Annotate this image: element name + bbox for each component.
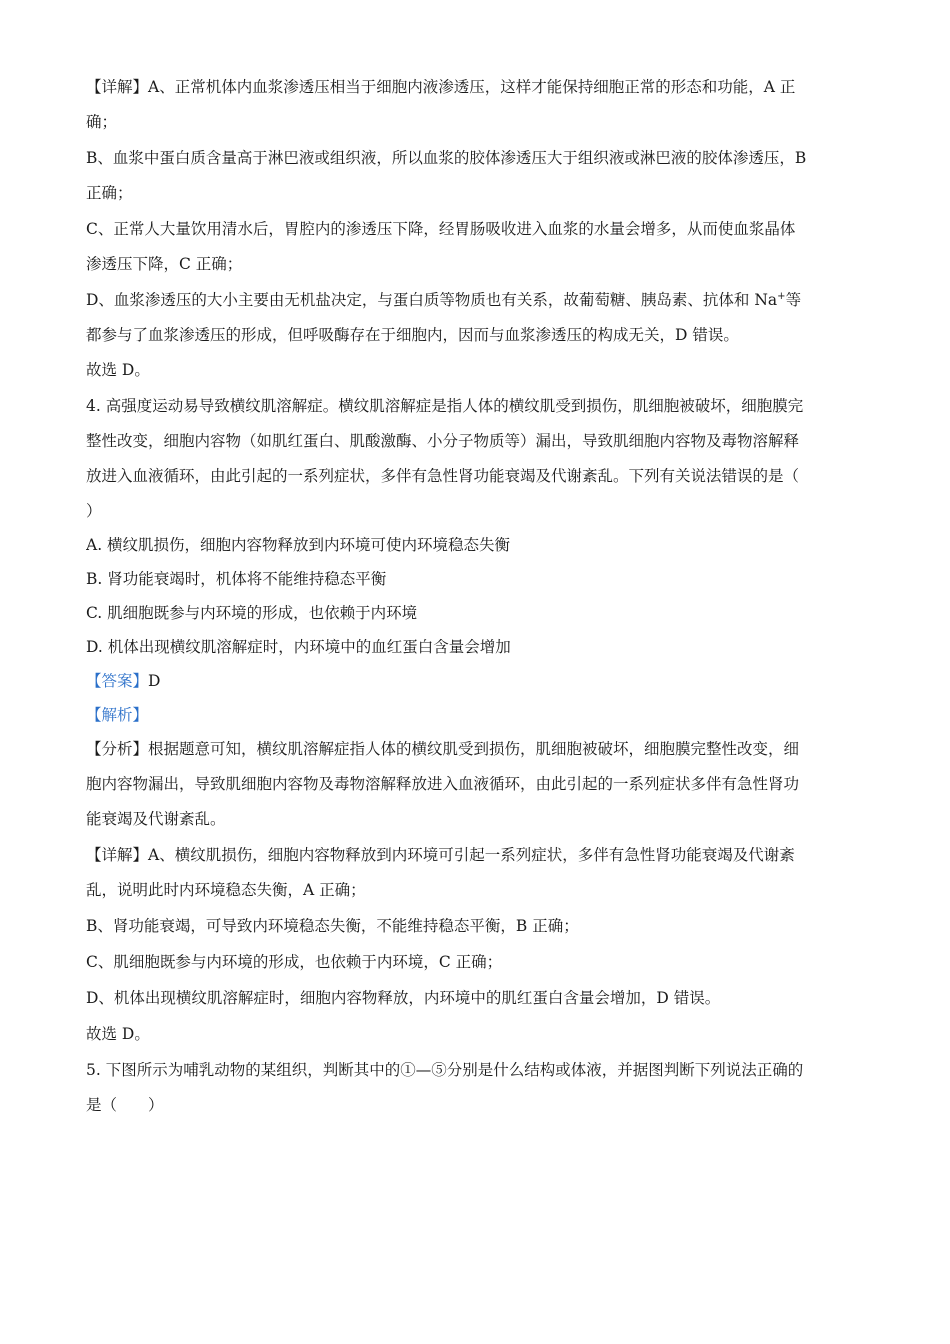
q4-option-a: A. 横纹肌损伤，细胞内容物释放到内环境可使内环境稳态失衡 (86, 536, 511, 554)
q4-detail-b: B、肾功能衰竭，可导致内环境稳态失衡，不能维持稳态平衡，B 正确； (86, 917, 579, 935)
q4-fenxi-line3: 能衰竭及代谢紊乱。 (86, 810, 226, 828)
fenxi-tag: 【分析】 (86, 740, 149, 758)
q3-detail-b-line1: B、血浆中蛋白质含量高于淋巴液或组织液，所以血浆的胶体渗透压大于组织液或淋巴液的胶体渗透压，B (86, 149, 807, 167)
q5-stem-line1: 5. 下图所示为哺乳动物的某组织，判断其中的①—⑤分别是什么结构或体液，并据图判断下列说法正确的 (86, 1061, 804, 1079)
q4-stem-line4: ） (86, 502, 102, 520)
q3-detail-d-line1: D、血浆渗透压的大小主要由无机盐决定，与蛋白质等物质也有关系，故葡萄糖、胰岛素、抗体和 Na+等 (86, 290, 802, 309)
detail-tag: 【详解】 (86, 846, 149, 864)
document-body (86, 76, 866, 1116)
q4-stem-line1: 4. 高强度运动易导致横纹肌溶解症。横纹肌溶解症是指人体的横纹肌受到损伤，肌细胞被破坏，细胞膜完 (86, 397, 804, 415)
q3-choose: 故选 D。 (86, 361, 150, 379)
detail-tag: 【详解】 (86, 78, 149, 96)
q4-option-b: B. 肾功能衰竭时，机体将不能维持稳态平衡 (86, 570, 387, 588)
q4-answer (86, 670, 866, 692)
q4-stem-line2: 整性改变，细胞内容物（如肌红蛋白、肌酸激酶、小分子物质等）漏出，导致肌细胞内容物及毒物溶解释 (86, 432, 800, 450)
q4-analysis-tag: 【解析】 (86, 706, 149, 724)
q4-stem-line3: 放进入血液循环，由此引起的一系列症状，多伴有急性肾功能衰竭及代谢紊乱。下列有关说法错误的是（ (86, 467, 800, 485)
answer-value: D (148, 672, 161, 690)
q4-option-d: D. 机体出现横纹肌溶解症时，内环境中的血红蛋白含量会增加 (86, 638, 511, 656)
q3-detail-c-line2: 渗透压下降，C 正确； (86, 255, 243, 273)
q5-stem-line2: 是（ ） (86, 1096, 164, 1114)
q4-detail-c: C、肌细胞既参与内环境的形成，也依赖于内环境，C 正确； (86, 953, 503, 971)
q3-detail-c-line1: C、正常人大量饮用清水后，胃腔内的渗透压下降，经胃肠吸收进入血浆的水量会增多，从而使血浆晶体 (86, 220, 796, 238)
q3-detail-b-line2: 正确； (86, 184, 133, 202)
q4-choose: 故选 D。 (86, 1025, 150, 1043)
q4-detail-a-line1: 【详解】A、横纹肌损伤，细胞内容物释放到内环境可引起一系列症状，多伴有急性肾功能衰竭及代谢紊 (86, 846, 795, 864)
q3-detail-d-line2: 都参与了血浆渗透压的形成，但呼吸酶存在于细胞内，因而与血浆渗透压的构成无关，D 错误。 (86, 326, 739, 344)
q4-fenxi-line1: 【分析】根据题意可知，横纹肌溶解症指人体的横纹肌受到损伤，肌细胞被破坏，细胞膜完整性改变，细 (86, 740, 800, 758)
q4-fenxi-line2: 胞内容物漏出，导致肌细胞内容物及毒物溶解释放进入血液循环，由此引起的一系列症状多伴有急性肾功 (86, 775, 800, 793)
q4-option-c: C. 肌细胞既参与内环境的形成，也依赖于内环境 (86, 604, 418, 622)
answer-tag: 【答案】 (86, 672, 149, 690)
q3-detail-a-line1: 【详解】A、正常机体内血浆渗透压相当于细胞内液渗透压，这样才能保持细胞正常的形态和功能，A 正 (86, 78, 796, 96)
q3-detail-a-line2: 确； (86, 113, 118, 131)
q4-detail-a-line2: 乱，说明此时内环境稳态失衡，A 正确； (86, 881, 366, 899)
q4-detail-d: D、机体出现横纹肌溶解症时，细胞内容物释放，内环境中的肌红蛋白含量会增加，D 错误。 (86, 989, 721, 1007)
